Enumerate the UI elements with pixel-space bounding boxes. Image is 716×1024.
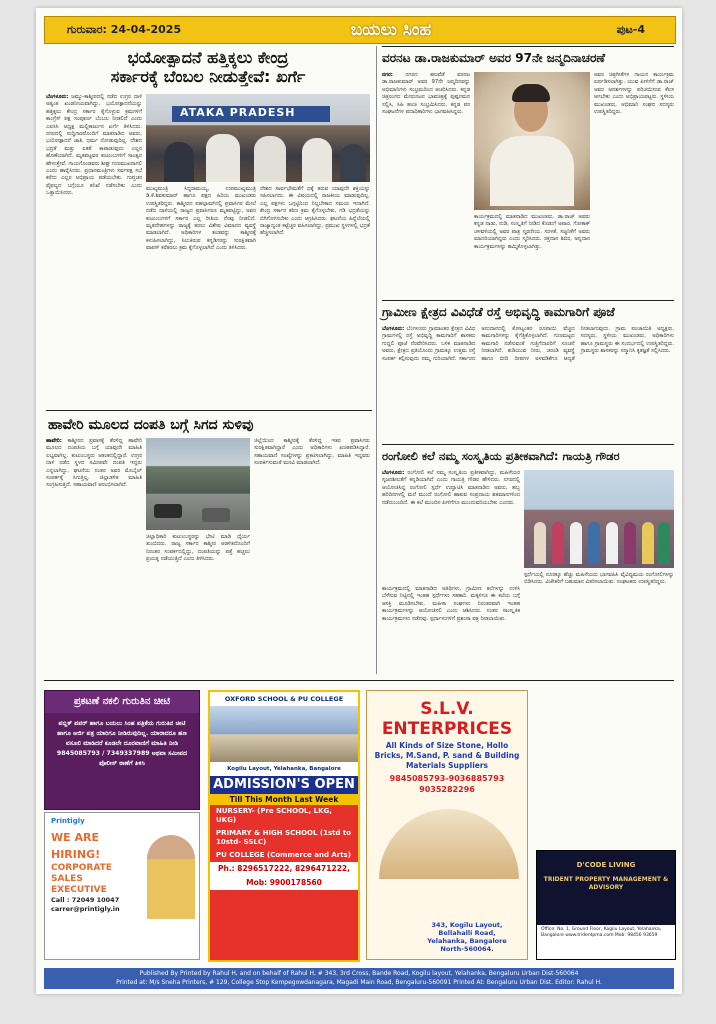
slv-phone: 9035282296 bbox=[419, 785, 475, 794]
slv-address: 343, Kogilu Layout, Bellahalli Road, Yelahanka, Bangalore North-560064. bbox=[427, 921, 507, 953]
article-text: ರಂಗೋಲಿ ಕಲೆ ನಮ್ಮ ಸಂಸ್ಕೃತಿಯ ಪ್ರತೀಕವಾಗಿದ್ದು, ಮಹಿಳೆಯರ ಸೃಜನಶೀಲತೆಗೆ ಕನ್ನಡಿಯಾಗಿದೆ ಎಂದು ಗಾಯತ್ರಿ ಗೌಡರ ಹೇಳಿದರು. ನಗರದಲ್ಲಿ ಆಯೋಜಿಸಿದ್ದ ರಂಗೋಲಿ ಸ್ಪರ್ಧೆ ಉದ್ಘಾಟಿಸಿ ಮಾತನಾಡಿದ ಅವರು, ಹಬ್ಬ ಹರಿದಿನಗಳಲ್ಲಿ ಮನೆ ಮುಂದೆ ರಂಗೋಲಿ ಹಾಕುವ ಸಂಪ್ರದಾಯ ಶತಮಾನಗಳಿಂದ ನಡೆದುಬಂದಿದೆ. ಈ ಕಲೆ ಮುಂದಿನ ಪೀಳಿಗೆಗೂ ಮುಂದುವರಿಯಬೇಕು ಎಂದರು. bbox=[382, 470, 520, 506]
person-figure bbox=[570, 522, 582, 564]
news-photo bbox=[146, 94, 370, 182]
article-text: ದೇಶದ ಸಾರ್ವಭೌಮತೆಗೆ ಧಕ್ಕೆ ತರುವ ಯಾವುದೇ ಶಕ್ತಿಯನ್ನು ಸಹಿಸಲಾಗದು. ಈ ವಿಷಯದಲ್ಲಿ ರಾಜಕೀಯ ಮಾಡುವುದಿಲ್ಲ. ಎಲ್ಲ ಪಕ್ಷಗಳು ಒಗ್ಗಟ್ಟಿನಿಂದ ನಿಲ್ಲಬೇಕಾದ ಸಮಯ ಇದಾಗಿದೆ. ಕೇಂದ್ರ ಸರ್ಕಾರ ಕಠಿಣ ಕ್ರಮ ಕೈಗೊಳ್ಳಬೇಕು, ಗಡಿ ಭದ್ರತೆಯನ್ನು ಬಿಗಿಗೊಳಿಸಬೇಕು ಎಂದು ಆಗ್ರಹಿಸಿದರು. ಘಟನೆಯ ಹಿನ್ನೆಲೆಯಲ್ಲಿ ರಾಜ್ಯಾದ್ಯಂತ ಕಟ್ಟೆಚ್ಚರ ವಹಿಸಲಾಗಿದ್ದು, ಪ್ರಮುಖ ಸ್ಥಳಗಳಲ್ಲಿ ಭದ್ರತೆ ಹೆಚ್ಚಿಸಲಾಗಿದೆ. bbox=[260, 186, 370, 237]
notice-ad bbox=[44, 690, 200, 810]
article-text: ಬೆಂಗಳೂರು ಗ್ರಾಮಾಂತರ ಕ್ಷೇತ್ರದ ವಿವಿಧ ಗ್ರಾಮಗಳಲ್ಲಿ ರಸ್ತೆ ಅಭಿವೃದ್ಧಿ ಕಾಮಗಾರಿಗೆ ಶಾಸಕರು ಗುದ್ದಲಿ ಪೂಜೆ ನೆರವೇರಿಸಿದರು. ಬಳಿಕ ಮಾತನಾಡಿದ ಅವರು, ಕ್ಷೇತ್ರದ ಪ್ರತಿಯೊಂದು ಗ್ರಾಮಕ್ಕೂ ಉತ್ತಮ ರಸ್ತೆ ಸಂಪರ್ಕ ಕಲ್ಪಿಸುವುದು ನಮ್ಮ ಗುರಿಯಾಗಿದೆ. ಸರ್ಕಾರದ ಅನುದಾನದಲ್ಲಿ ಕೋಟ್ಯಂತರ ರೂಪಾಯಿ ವೆಚ್ಚದ ಕಾಮಗಾರಿಗಳನ್ನು ಕೈಗೆತ್ತಿಕೊಳ್ಳಲಾಗಿದೆ. ಗುಣಮಟ್ಟದ ಕಾಮಗಾರಿ ನಡೆಸುವಂತೆ ಗುತ್ತಿಗೆದಾರರಿಗೆ ಸೂಚನೆ ನೀಡಲಾಗಿದೆ. ಕುಡಿಯುವ ನೀರು, ಚರಂಡಿ ವ್ಯವಸ್ಥೆ ಹಾಗೂ ಬೀದಿ ದೀಪಗಳ ಅಳವಡಿಕೆಗೂ ಆದ್ಯತೆ ನೀಡಲಾಗುವುದು. ಗ್ರಾಮ ಪಂಚಾಯಿತಿ ಅಧ್ಯಕ್ಷರು, ಸದಸ್ಯರು, ಸ್ಥಳೀಯ ಮುಖಂಡರು, ಅಧಿಕಾರಿಗಳು ಹಾಗೂ ಗ್ರಾಮಸ್ಥರು ಈ ಸಂದರ್ಭದಲ್ಲಿ ಉಪಸ್ಥಿತರಿದ್ದರು. ಗ್ರಾಮಸ್ಥರು ಶಾಸಕರನ್ನು ಸನ್ಮಾನಿಸಿ ಕೃತಜ್ಞತೆ ಸಲ್ಲಿಸಿದರು. bbox=[382, 326, 674, 362]
article-text: ಮುಖ್ಯಮಂತ್ರಿ ಸಿದ್ದರಾಮಯ್ಯ, ಉಪಮುಖ್ಯಮಂತ್ರಿ ಡಿ.ಕೆ.ಶಿವಕುಮಾರ್ ಹಾಗೂ ಪಕ್ಷದ ಹಿರಿಯ ಮುಖಂಡರು ಉಪಸ್ಥಿತರಿದ್ದರು. ಕಾಶ್ಮೀರದ ಪಹಲ್ಗಾಮ್‌ನಲ್ಲಿ ಪ್ರವಾಸಿಗರ ಮೇಲೆ ನಡೆದ ದಾಳಿಯಲ್ಲಿ ರಾಜ್ಯದ ಪ್ರವಾಸಿಗರೂ ಮೃತಪಟ್ಟಿದ್ದು, ಅವರ ಕುಟುಂಬಗಳಿಗೆ ಸರ್ಕಾರ ಎಲ್ಲ ರೀತಿಯ ನೆರವು ನೀಡಲಿದೆ. ಮೃತದೇಹಗಳನ್ನು ರಾಜ್ಯಕ್ಕೆ ತರಲು ವಿಶೇಷ ವಿಮಾನದ ವ್ಯವಸ್ಥೆ ಮಾಡಲಾಗಿದೆ. ಅಧಿಕಾರಿಗಳ ತಂಡವನ್ನು ಕಾಶ್ಮೀರಕ್ಕೆ ಕಳುಹಿಸಲಾಗಿದ್ದು, ಸಿಲುಕಿರುವ ಕನ್ನಡಿಗರನ್ನು ಸುರಕ್ಷಿತವಾಗಿ ವಾಪಸ್ ಕರೆತರಲು ಕ್ರಮ ಕೈಗೊಳ್ಳಲಾಗಿದೆ ಎಂದು ತಿಳಿಸಿದರು. bbox=[146, 186, 256, 252]
imprint-footer bbox=[44, 968, 674, 989]
school-mobile: Mob: 9900178560 bbox=[210, 876, 358, 890]
school-name: OXFORD SCHOOL & PU COLLEGE bbox=[210, 692, 358, 706]
news-photo bbox=[146, 438, 250, 530]
article-column bbox=[382, 586, 520, 674]
trident-name: TRIDENT PROPERTY MANAGEMENT & ADVISORY bbox=[543, 876, 669, 891]
school-building-image bbox=[210, 706, 358, 762]
person-figure bbox=[624, 522, 636, 564]
notice-body: ಪಬ್ಲಿಕ್ ಪವರ್ ಹಾಗೂ ಬಯಲು ಸಿಂಹ ಪತ್ರಿಕೆಯ ಗುರುತಿನ ಚೀಟಿ ಹಾಗೂ ಅರ್ಜಿ ಪತ್ರ ಯಾರಿಗೂ ನೀಡಿರುವುದಿಲ್ಲ. ಯಾರಾದರೂ ಹಣ ವಸೂಲಿ ಮಾಡಿದರೆ ಕೂಡಲೇ ದೂರವಾಣಿಗೆ ಮಾಹಿತಿ ನೀಡಿ 9845085793 / 7349337989 ಅಥವಾ ಸಮೀಪದ ಪೊಲೀಸ್ ಠಾಣೆಗೆ ತಿಳಿಸಿ bbox=[56, 720, 188, 767]
article-text: ಸ್ಪರ್ಧೆಯಲ್ಲಿ ನೂರಕ್ಕೂ ಹೆಚ್ಚು ಮಹಿಳೆಯರು ಭಾಗವಹಿಸಿ ವೈವಿಧ್ಯಮಯ ರಂಗೋಲಿಗಳನ್ನು ಬಿಡಿಸಿದರು. ವಿಜೇತರಿಗೆ ಬಹುಮಾನ ವಿತರಿಸಲಾಯಿತು. ಸಂಘಟಕರು ಉಪಸ್ಥಿತರಿದ್ದರು. bbox=[524, 572, 674, 586]
portrait-photo bbox=[474, 72, 590, 210]
headline-line: ಸರ್ಕಾರಕ್ಕೆ ಬೆಂಬಲ ನೀಡುತ್ತೇವೆ: ಖರ್ಗೆ bbox=[110, 67, 306, 86]
article-column bbox=[474, 214, 590, 294]
article-headline: ವರನಟ ಡಾ.ರಾಜಕುಮಾರ್ ಅವರ 97ನೇ ಜನ್ಮದಿನಾಚರಣೆ bbox=[382, 51, 606, 65]
newspaper-title: ಬಯಲು ಸಿಂಹ bbox=[350, 20, 432, 40]
slv-title: S.L.V. ENTERPRICES bbox=[381, 699, 513, 739]
sand-pile-image bbox=[379, 809, 519, 879]
slv-ad bbox=[366, 690, 528, 960]
portrait-hair bbox=[512, 84, 550, 102]
article-text: ಕಾರ್ಯಕ್ರಮದಲ್ಲಿ ಮಾತನಾಡಿದ ಅತಿಥಿಗಳು, ಗ್ರಾಮೀಣ ಕಲೆಗಳನ್ನು ಉಳಿಸಿ ಬೆಳೆಸುವ ನಿಟ್ಟಿನಲ್ಲಿ ಇಂತಹ ಸ್ಪರ್ಧೆಗಳು ಸಹಕಾರಿ. ಮಕ್ಕಳಿಗೂ ಈ ಕಲೆಯ ಬಗ್ಗೆ ಆಸಕ್ತಿ ಮೂಡಿಸಬೇಕು. ಮಹಿಳಾ ಸಂಘಗಳು ನಿರಂತರವಾಗಿ ಇಂತಹ ಕಾರ್ಯಕ್ರಮಗಳನ್ನು ಆಯೋಜಿಸಲಿ ಎಂದು ಆಶಿಸಿದರು. ನಂತರ ಸಾಂಸ್ಕೃತಿಕ ಕಾರ್ಯಕ್ರಮಗಳು ನಡೆದವು. ಸ್ಪರ್ಧಾಳುಗಳಿಗೆ ಪ್ರಶಂಸಾ ಪತ್ರ ನೀಡಲಾಯಿತು. bbox=[382, 586, 520, 622]
divider bbox=[46, 410, 372, 411]
divider bbox=[382, 300, 674, 301]
divider bbox=[44, 680, 674, 681]
article-headline: ಹಾವೇರಿ ಮೂಲದ ದಂಪತಿ ಬಗ್ಗೆ ಸಿಗದ ಸುಳಿವು bbox=[48, 417, 254, 433]
school-address: Kogilu Layout, Yelahanka, Bangalore bbox=[210, 762, 358, 776]
article-text: ಜಮ್ಮು-ಕಾಶ್ಮೀರದಲ್ಲಿ ನಡೆದ ಉಗ್ರರ ದಾಳಿ ಅತ್ಯಂತ ಖಂಡನೀಯವಾಗಿದ್ದು, ಭಯೋತ್ಪಾದನೆಯನ್ನು ಹತ್ತಿಕ್ಕಲು ಕೇಂದ್ರ ಸರ್ಕಾರ ಕೈಗೊಳ್ಳುವ ಕ್ರಮಗಳಿಗೆ ಕಾಂಗ್ರೆಸ್ ಪಕ್ಷ ಸಂಪೂರ್ಣ ಬೆಂಬಲ ನೀಡಲಿದೆ ಎಂದು ಎಐಸಿಸಿ ಅಧ್ಯಕ್ಷ ಮಲ್ಲಿಕಾರ್ಜುನ ಖರ್ಗೆ ತಿಳಿಸಿದರು. ನಗರದಲ್ಲಿ ಸುದ್ದಿಗಾರರೊಂದಿಗೆ ಮಾತನಾಡಿದ ಅವರು, ಭಯೋತ್ಪಾದನೆ ಜಾತಿ, ಧರ್ಮ ನೋಡುವುದಿಲ್ಲ. ದೇಶದ ಭದ್ರತೆ ಮತ್ತು ಏಕತೆ ಕಾಪಾಡುವುದು ಎಲ್ಲರ ಹೊಣೆಯಾಗಿದೆ. ಮೃತಪಟ್ಟವರ ಕುಟುಂಬಗಳಿಗೆ ಸಾಂತ್ವನ ಹೇಳುತ್ತೇವೆ. ಗಾಯಗೊಂಡವರು ಶೀಘ್ರ ಗುಣಮುಖರಾಗಲಿ ಎಂದು ಹಾರೈಸಿದರು. ಪ್ರಧಾನಮಂತ್ರಿಗಳು ಸರ್ವಪಕ್ಷ ಸಭೆ ಕರೆದು ಎಲ್ಲರ ಅಭಿಪ್ರಾಯ ಪಡೆಯಬೇಕು. ಗುಪ್ತಚರ ವೈಫಲ್ಯದ ಬಗ್ಗೆಯೂ ತನಿಖೆ ನಡೆಸಬೇಕು ಎಂದು ಒತ್ತಾಯಿಸಿದರು. bbox=[46, 94, 142, 197]
vehicle bbox=[202, 508, 230, 522]
person-figure bbox=[606, 522, 618, 564]
person-figure bbox=[254, 136, 286, 182]
hiring-phone: Call : 72049 10047 bbox=[51, 896, 120, 904]
article-text: ನಗರದ ಹಲವೆಡೆ ವರನಟ ಡಾ.ರಾಜಕುಮಾರ್ ಅವರ 97ನೇ ಜನ್ಮದಿನವನ್ನು ಅಭಿಮಾನಿಗಳು ಸಂಭ್ರಮದಿಂದ ಆಚರಿಸಿದರು. ಕನ್ನಡ ಚಿತ್ರರಂಗದ ಮೇರುನಟನ ಭಾವಚಿತ್ರಕ್ಕೆ ಪುಷ್ಪನಮನ ಸಲ್ಲಿಸಿ, ಸಿಹಿ ಹಂಚಿ ಸಂಭ್ರಮಿಸಿದರು. ಕನ್ನಡ ಪರ ಸಂಘಟನೆಗಳ ಪದಾಧಿಕಾರಿಗಳು ಭಾಗವಹಿಸಿದ್ದರು. bbox=[382, 72, 470, 116]
dateline: ನಗರ: bbox=[382, 72, 393, 78]
article-column bbox=[382, 470, 520, 582]
headline-line: ಭಯೋತ್ಪಾದನೆ ಹತ್ತಿಕ್ಕಲು ಕೇಂದ್ರ bbox=[127, 48, 289, 67]
person-figure bbox=[642, 522, 654, 564]
event-photo bbox=[524, 470, 674, 568]
divider bbox=[382, 46, 674, 47]
article-text: ಕಾರ್ಯಕ್ರಮದಲ್ಲಿ ಮಾತನಾಡಿದ ಮುಖಂಡರು, ಡಾ.ರಾಜ್ ಅವರು ಕನ್ನಡ ನಾಡು, ನುಡಿ, ಸಂಸ್ಕೃತಿಗೆ ನೀಡಿದ ಕೊಡುಗೆ ಅಪಾರ. ಗೋಕಾಕ್ ಚಳವಳಿಯಲ್ಲಿ ಅವರ ಪಾತ್ರ ಸ್ಮರಣೀಯ. ಸರಳತೆ, ಸಜ್ಜನಿಕೆಗೆ ಅವರು ಮಾದರಿಯಾಗಿದ್ದರು ಎಂದು ಸ್ಮರಿಸಿದರು. ರಕ್ತದಾನ ಶಿಬಿರ, ಅನ್ನದಾನ ಕಾರ್ಯಕ್ರಮಗಳನ್ನು ಹಮ್ಮಿಕೊಳ್ಳಲಾಗಿತ್ತು. bbox=[474, 214, 590, 250]
person-figure bbox=[588, 522, 600, 564]
photo-banner: ATAKA PRADESH bbox=[172, 106, 330, 122]
page-number: ಪುಟ-4 bbox=[616, 23, 645, 36]
article-column bbox=[146, 534, 250, 674]
newspaper-page bbox=[36, 8, 682, 994]
article-column bbox=[46, 438, 142, 674]
article-column bbox=[146, 186, 256, 406]
hiring-line: CORPORATE bbox=[51, 863, 112, 873]
person-figure bbox=[340, 144, 366, 182]
article-column bbox=[260, 186, 370, 406]
article-column bbox=[594, 72, 674, 294]
person-figure bbox=[164, 142, 194, 182]
person-figure bbox=[302, 138, 332, 182]
course-item: PU COLLEGE (Commerce and Arts) bbox=[216, 851, 352, 859]
hiring-ad bbox=[44, 812, 200, 960]
hiring-line: WE ARE bbox=[51, 831, 99, 844]
imprint-line: Printed at: M/s Sneha Printers, # 129, College Stop Kempegowdanagara, Magadi Main Road, Bengaluru-560091 Printed At: Bengaluru Urban Dist. Editor: Rahul H. bbox=[116, 979, 602, 986]
column-divider bbox=[376, 46, 377, 674]
article-text: ಜಿಲ್ಲಾಧಿಕಾರಿ ಕುಟುಂಬಸ್ಥರನ್ನು ಭೇಟಿ ಮಾಡಿ ಧೈರ್ಯ ತುಂಬಿದರು. ರಾಜ್ಯ ಸರ್ಕಾರ ಕಾಶ್ಮೀರ ಆಡಳಿತದೊಂದಿಗೆ ನಿರಂತರ ಸಂಪರ್ಕದಲ್ಲಿದ್ದು, ದಂಪತಿಯನ್ನು ಪತ್ತೆ ಹಚ್ಚಲು ಪ್ರಯತ್ನ ನಡೆಯುತ್ತಿದೆ ಎಂದು ತಿಳಿಸಿದರು. bbox=[146, 534, 250, 563]
article-text: ಜಿಲ್ಲೆಯಿಂದ ಕಾಶ್ಮೀರಕ್ಕೆ ತೆರಳಿದ್ದ ಇತರ ಪ್ರವಾಸಿಗರು ಸುರಕ್ಷಿತವಾಗಿದ್ದಾರೆ ಎಂದು ಅಧಿಕಾರಿಗಳು ಖಚಿತಪಡಿಸಿದ್ದಾರೆ. ಸಹಾಯವಾಣಿ ಸಂಖ್ಯೆಗಳನ್ನು ಪ್ರಕಟಿಸಲಾಗಿದ್ದು, ಮಾಹಿತಿ ಇದ್ದವರು ಸಂಪರ್ಕಿಸುವಂತೆ ಮನವಿ ಮಾಡಲಾಗಿದೆ. bbox=[254, 438, 370, 467]
person-figure bbox=[206, 134, 240, 182]
article-column bbox=[254, 438, 370, 674]
divider bbox=[382, 444, 674, 445]
article-column bbox=[382, 326, 674, 436]
slv-phone: 9845085793-9036885793 bbox=[389, 774, 505, 783]
dateline: ಹಾವೇರಿ: bbox=[46, 438, 62, 444]
hiring-line: EXECUTIVE bbox=[51, 885, 107, 895]
article-text: ಕಾಶ್ಮೀರದ ಪ್ರವಾಸಕ್ಕೆ ತೆರಳಿದ್ದ ಹಾವೇರಿ ಮೂಲದ ದಂಪತಿಯ ಬಗ್ಗೆ ಯಾವುದೇ ಮಾಹಿತಿ ಲಭ್ಯವಾಗಿಲ್ಲ. ಕುಟುಂಬಸ್ಥರು ಆತಂಕದಲ್ಲಿದ್ದಾರೆ. ಉಗ್ರರ ದಾಳಿ ನಡೆದ ಸ್ಥಳದ ಸಮೀಪವೇ ದಂಪತಿ ಇದ್ದರು ಎನ್ನಲಾಗಿದ್ದು, ಘಟನೆಯ ನಂತರ ಅವರ ಮೊಬೈಲ್ ಸಂಪರ್ಕಕ್ಕೆ ಸಿಗುತ್ತಿಲ್ಲ. ಜಿಲ್ಲಾಡಳಿತ ಮಾಹಿತಿ ಸಂಗ್ರಹಿಸುತ್ತಿದೆ. ಸಹಾಯವಾಣಿ ಆರಂಭಿಸಲಾಗಿದೆ. bbox=[46, 438, 142, 489]
printigly-logo: Printigly bbox=[51, 817, 85, 825]
article-headline: ಗ್ರಾಮೀಣ ಕ್ಷೇತ್ರದ ವಿವಿಧೆಡೆ ರಸ್ತೆ ಅಭಿವೃದ್ಧಿ ಕಾಮಗಾರಿಗೆ ಪೂಜೆ bbox=[382, 305, 615, 319]
person-figure bbox=[534, 522, 546, 564]
dcode-logo: D'CODE LIVING bbox=[576, 861, 636, 869]
school-phone: Ph.: 8296517222, 8296471222, bbox=[210, 862, 358, 876]
slv-subtitle: All Kinds of Size Stone, Hollo Bricks, M.Sand, P. sand & Building Materials Suppliers bbox=[374, 741, 520, 770]
dateline: ಬೆಂಗಳೂರು: bbox=[382, 470, 405, 476]
article-headline bbox=[48, 48, 368, 86]
school-ad bbox=[208, 690, 360, 962]
portrait-body bbox=[490, 136, 574, 206]
course-item: PRIMARY & HIGH SCHOOL (1std to 10std- SSLC) bbox=[216, 829, 352, 846]
notice-title: ಪ್ರಕಟಣೆ ನಕಲಿ ಗುರುತಿನ ಚೀಟಿ bbox=[45, 691, 199, 713]
admission-deadline: Till This Month Last Week bbox=[210, 794, 358, 805]
article-text: ಅವರ ಚಿತ್ರಗೀತೆಗಳ ಗಾಯನ ಕಾರ್ಯಕ್ರಮ ಏರ್ಪಡಿಸಲಾಗಿತ್ತು. ಯುವ ಪೀಳಿಗೆಗೆ ಡಾ.ರಾಜ್ ಅವರ ಆದರ್ಶಗಳನ್ನು ಪರಿಚಯಿಸುವ ಕೆಲಸ ಆಗಬೇಕು ಎಂದು ಅಭಿಪ್ರಾಯಪಟ್ಟರು. ಸ್ಥಳೀಯ ಮುಖಂಡರು, ಅಭಿಮಾನಿ ಸಂಘದ ಸದಸ್ಯರು ಉಪಸ್ಥಿತರಿದ್ದರು. bbox=[594, 72, 674, 116]
dateline: ಬೆಂಗಳೂರು: bbox=[46, 94, 69, 100]
article-column bbox=[46, 94, 142, 406]
admission-banner: ADMISSION'S OPEN bbox=[210, 776, 358, 794]
masthead bbox=[44, 16, 676, 44]
person-figure bbox=[658, 522, 670, 564]
article-column bbox=[382, 72, 470, 232]
dateline: ಬೆಂಗಳೂರು: bbox=[382, 326, 405, 332]
article-headline: ರಂಗೋಲಿ ಕಲೆ ನಮ್ಮ ಸಂಸ್ಕೃತಿಯ ಪ್ರತೀಕವಾಗಿದೆ: ಗಾಯತ್ರಿ ಗೌಡರ bbox=[382, 449, 620, 463]
hiring-line: SALES bbox=[51, 874, 83, 884]
person-figure bbox=[552, 522, 564, 564]
trident-ad bbox=[536, 850, 676, 960]
vehicle bbox=[154, 504, 182, 518]
course-item: NURSERY- (Pre SCHOOL, LKG, UKG) bbox=[216, 807, 332, 824]
hiring-email: carrer@printigly.in bbox=[51, 905, 120, 913]
imprint-line: Published By Printed by Rahul H, and on behalf of Rahul H, # 343, 3rd Cross, Bande Road, Kogilu layout, Yelahanka, Bengaluru Urban Dist-560064 bbox=[139, 970, 579, 977]
hiring-line: HIRING! bbox=[51, 848, 101, 861]
issue-date: ಗುರುವಾರ: 24-04-2025 bbox=[67, 23, 182, 36]
person-image bbox=[147, 835, 195, 919]
article-column bbox=[524, 572, 674, 672]
trident-contact: Office: No. 1, Ground Floor, Kogilu Layout, Yelahanka, Bangalore www.tridentpma.com Mob: 98456 93659 bbox=[537, 925, 675, 959]
